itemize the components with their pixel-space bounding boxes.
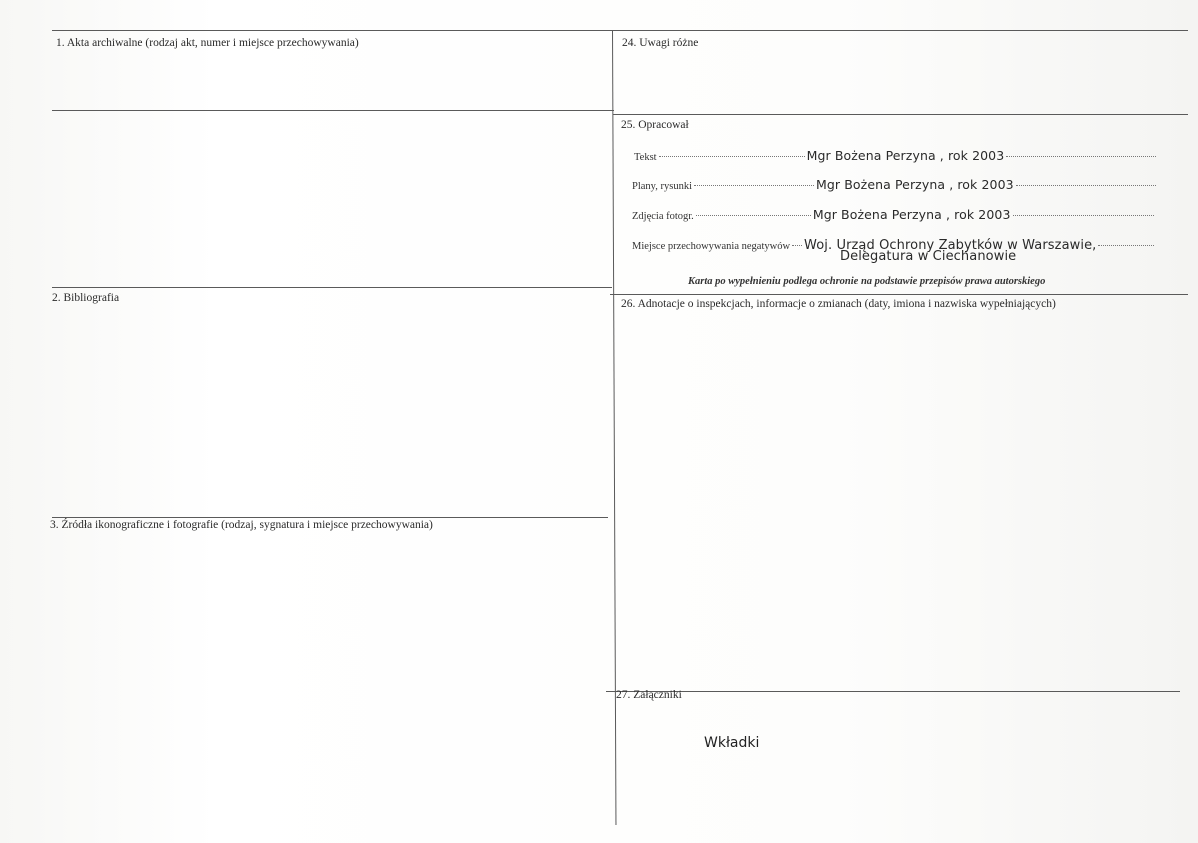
- section-24-label: 24. Uwagi różne: [622, 37, 699, 49]
- copyright-note: Karta po wypełnieniu podlega ochronie na podstawie przepisów prawa autorskiego: [688, 276, 1046, 287]
- section-25-label: 25. Opracował: [621, 119, 689, 131]
- rule-after-s1: [52, 110, 614, 111]
- rule-after-s24: [613, 114, 1188, 115]
- miejsce-label: Miejsce przechowywania negatywów: [632, 241, 791, 252]
- section-2-label: 2. Bibliografia: [52, 292, 120, 304]
- rule-before-s26: [610, 294, 1188, 295]
- miejsce-value-line2: Delegatura w Ciechanowie: [840, 249, 1017, 264]
- tekst-row: [634, 148, 1158, 163]
- zdjecia-label: Zdjęcia fotogr.: [632, 211, 694, 222]
- zdjecia-value: Mgr Bożena Perzyna , rok 2003: [812, 207, 1011, 222]
- dot-leader: [1016, 184, 1156, 186]
- dot-leader: [792, 244, 802, 246]
- plany-label: Plany, rysunki: [632, 181, 692, 192]
- dot-leader: [659, 155, 805, 157]
- tekst-value: Mgr Bożena Perzyna , rok 2003: [806, 148, 1005, 163]
- section-1-label: 1. Akta archiwalne (rodzaj akt, numer i miejsce przechowywania): [56, 37, 359, 49]
- dot-leader: [694, 184, 814, 186]
- dot-leader: [1013, 214, 1155, 216]
- miejsce-value-line1: Woj. Urząd Ochrony Zabytków w Warszawie,: [804, 238, 1097, 253]
- tekst-label: Tekst: [634, 152, 657, 163]
- center-divider: [612, 30, 616, 825]
- attachment-item: Wkładki: [704, 735, 760, 751]
- section-26-label: 26. Adnotacje o inspekcjach, informacje o zmianach (daty, imiona i nazwiska wypełniających): [621, 298, 1056, 310]
- rule-before-s2: [52, 287, 612, 288]
- dot-leader: [696, 214, 811, 216]
- dot-leader: [1098, 244, 1154, 246]
- dot-leader: [1006, 155, 1156, 157]
- plany-row: [632, 177, 1158, 192]
- plany-value: Mgr Bożena Perzyna , rok 2003: [816, 177, 1014, 192]
- rule-before-s27: [606, 691, 1180, 692]
- zdjecia-row: [632, 207, 1156, 222]
- section-27-label: 27. Załączniki: [616, 689, 682, 701]
- section-3-label: 3. Źródła ikonograficzne i fotografie (rodzaj, sygnatura i miejsce przechowywania): [50, 519, 433, 531]
- top-rule: [52, 30, 1188, 31]
